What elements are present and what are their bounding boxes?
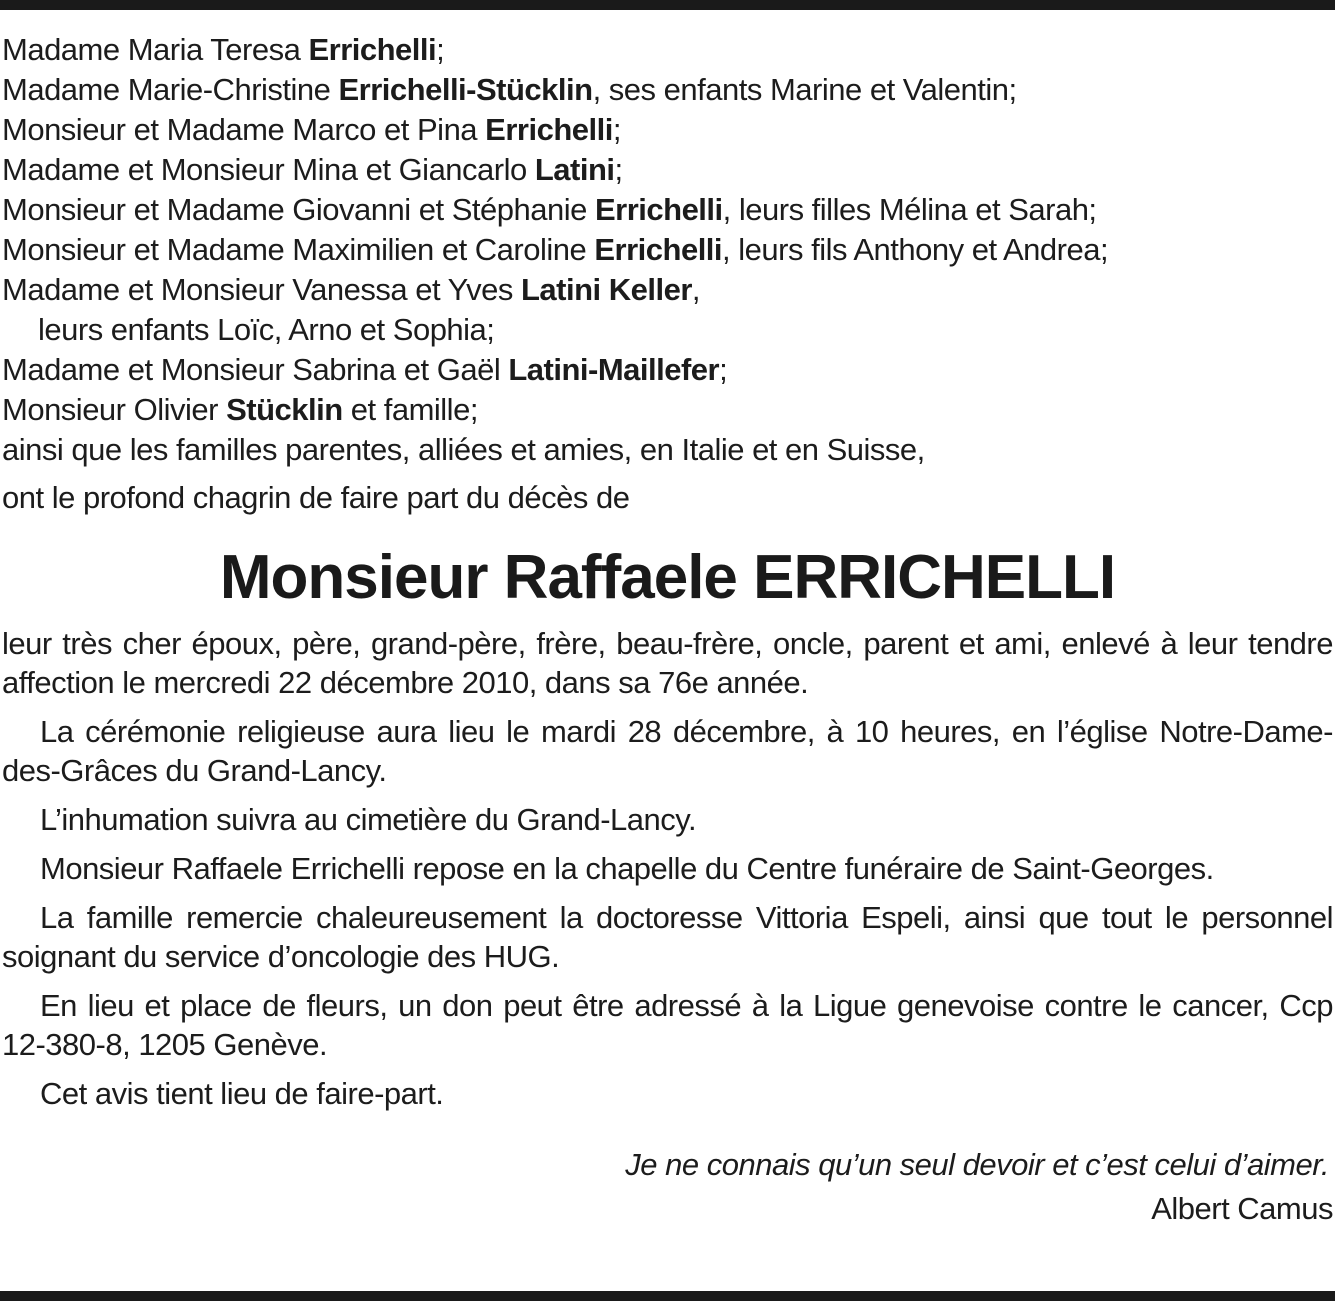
family-line: Madame et Monsieur Vanessa et Yves Latini Keller,	[2, 272, 701, 307]
relation-paragraph: leur très cher époux, père, grand-père, frère, beau-frère, oncle, parent et ami, enlevé à leur tendre affection le mercredi 22 décembre 2010, dans sa 76e année.	[2, 626, 1333, 700]
family-line: Madame Maria Teresa Errichelli;	[2, 32, 445, 67]
family-line: Madame Marie-Christine Errichelli-Stücklin, ses enfants Marine et Valentin;	[2, 72, 1017, 107]
family-line: Monsieur et Madame Giovanni et Stéphanie Errichelli, leurs filles Mélina et Sarah;	[2, 192, 1097, 227]
notice-paragraph: Cet avis tient lieu de faire-part.	[40, 1076, 444, 1111]
family-line: Monsieur et Madame Maximilien et Caroline Errichelli, leurs fils Anthony et Andrea;	[2, 232, 1109, 267]
quote-text: Je ne connais qu’un seul devoir et c’est celui d’aimer.	[625, 1147, 1329, 1182]
family-line-continuation: leurs enfants Loïc, Arno et Sophia;	[38, 312, 495, 347]
donation-paragraph: En lieu et place de fleurs, un don peut être adressé à la Ligue genevoise contre le cancer, Ccp 12-380-8, 1205 Genève.	[2, 988, 1333, 1062]
burial-paragraph: L’inhumation suivra au cimetière du Grand-Lancy.	[40, 802, 697, 837]
bottom-border-rule	[0, 1291, 1335, 1301]
obituary-notice	[2, 30, 1333, 1231]
family-list	[2, 30, 1333, 470]
deceased-name: Monsieur Raffaele ERRICHELLI	[219, 543, 1116, 612]
family-line: ainsi que les familles parentes, alliées et amies, en Italie et en Suisse,	[2, 432, 925, 467]
family-line: Madame et Monsieur Sabrina et Gaël Latini-Maillefer;	[2, 352, 728, 387]
thanks-paragraph: La famille remercie chaleureusement la doctoresse Vittoria Espeli, ainsi que tout le personnel soignant du service d’oncologie des HUG.	[2, 900, 1333, 974]
chapel-paragraph: Monsieur Raffaele Errichelli repose en la chapelle du Centre funéraire de Saint-Georges.	[40, 851, 1214, 886]
quote-author: Albert Camus	[1151, 1191, 1333, 1226]
family-line: Madame et Monsieur Mina et Giancarlo Latini;	[2, 152, 623, 187]
announcement-text: ont le profond chagrin de faire part du décès de	[2, 480, 630, 515]
family-line: Monsieur Olivier Stücklin et famille;	[2, 392, 478, 427]
top-border-rule	[0, 0, 1335, 10]
ceremony-paragraph: La cérémonie religieuse aura lieu le mardi 28 décembre, à 10 heures, en l’église Notre-Dame-des-Grâces du Grand-Lancy.	[2, 714, 1333, 788]
family-line: Monsieur et Madame Marco et Pina Errichelli;	[2, 112, 621, 147]
